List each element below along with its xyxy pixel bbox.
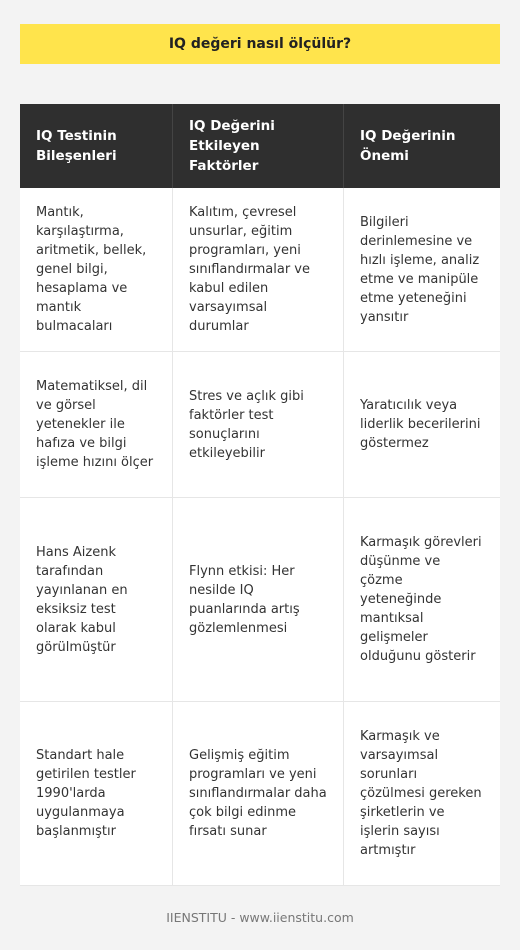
table-cell: Yaratıcılık veya liderlik becerilerini göstermez [344,352,500,498]
table-header-components: IQ Testinin Bileşenleri [20,104,173,188]
comparison-table [20,104,500,886]
table-cell: Karmaşık ve varsayımsal sorunları çözülmesi gereken şirketlerin ve işlerin sayısı artmıştır [344,702,500,886]
table-cell: Karmaşık görevleri düşünme ve çözme yeteneğinde mantıksal gelişmeler olduğunu gösterir [344,498,500,702]
title-banner [20,24,500,64]
table-cell: Standart hale getirilen testler 1990'larda uygulanmaya başlanmıştır [20,702,173,886]
table-header-importance: IQ Değerinin Önemi [344,104,500,188]
page-title: IQ değeri nasıl ölçülür? [168,36,352,52]
table-cell: Hans Aizenk tarafından yayınlanan en eksiksiz test olarak kabul görülmüştür [20,498,173,702]
table-cell: Stres ve açlık gibi faktörler test sonuçlarını etkileyebilir [173,352,344,498]
table-cell: Flynn etkisi: Her nesilde IQ puanlarında artış gözlemlenmesi [173,498,344,702]
table-cell: Matematiksel, dil ve görsel yetenekler ile hafıza ve bilgi işleme hızını ölçer [20,352,173,498]
table-header-factors: IQ Değerini Etkileyen Faktörler [173,104,344,188]
table-cell: Bilgileri derinlemesine ve hızlı işleme, analiz etme ve manipüle etme yeteneğini yansıtır [344,188,500,352]
table-cell: Mantık, karşılaştırma, aritmetik, bellek, genel bilgi, hesaplama ve mantık bulmacaları [20,188,173,352]
footer-credit: IIENSTITU - www.iienstitu.com [166,910,354,925]
table-cell: Kalıtım, çevresel unsurlar, eğitim programları, yeni sınıflandırmalar ve kabul edilen varsayımsal durumlar [173,188,344,352]
table-cell: Gelişmiş eğitim programları ve yeni sınıflandırmalar daha çok bilgi edinme fırsatı sunar [173,702,344,886]
